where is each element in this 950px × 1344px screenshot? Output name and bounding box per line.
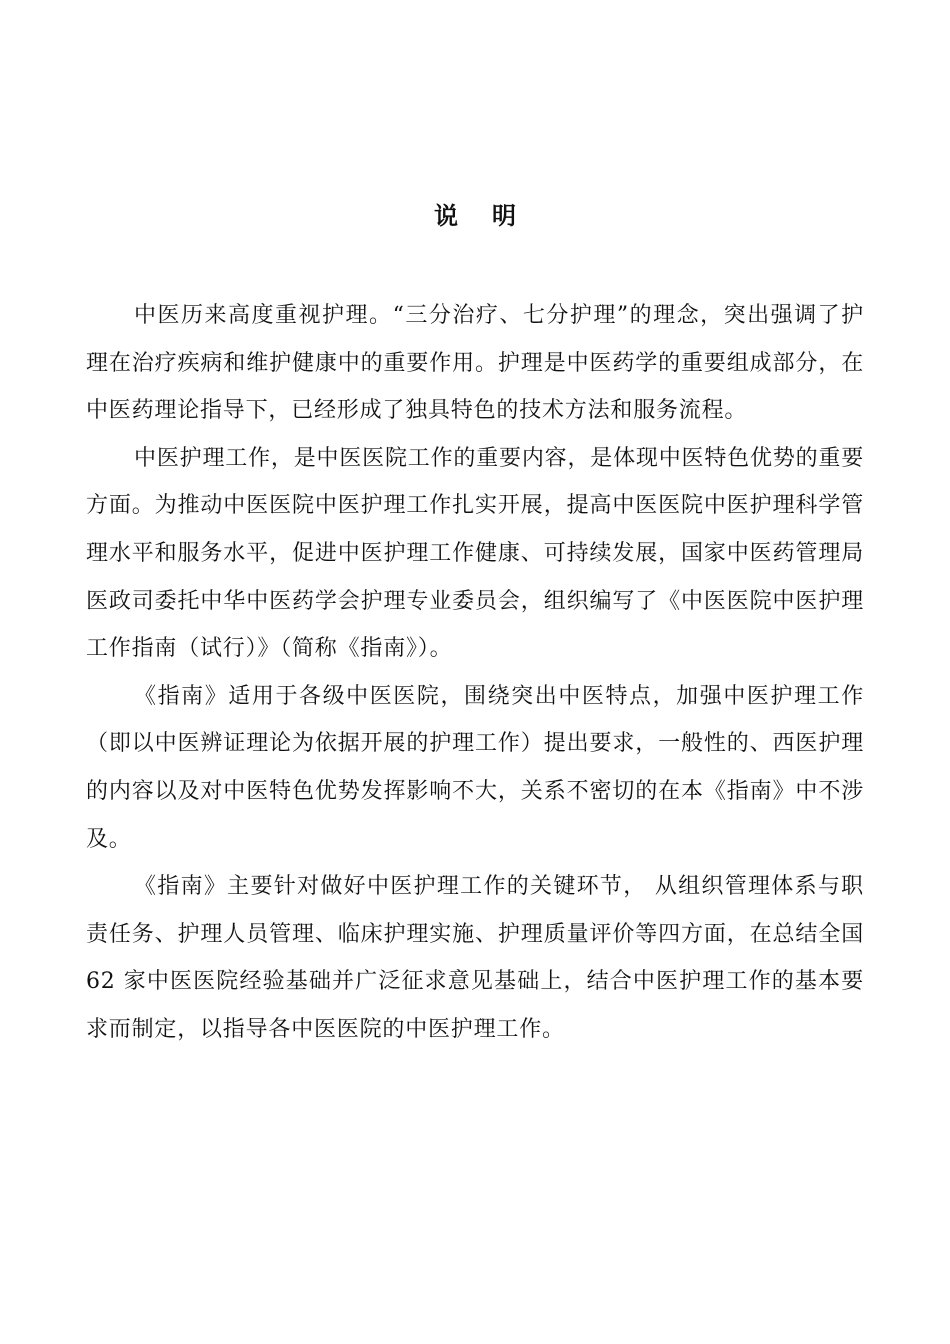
paragraph-2: 中医护理工作，是中医医院工作的重要内容，是体现中医特色优势的重要方面。为推动中医医院中医护理工作扎实开展，提高中医医院中医护理科学管理水平和服务水平，促进中医护理工作健康、可持续发展，国家中医药管理局医政司委托中华中医药学会护理专业委员会，组织编写了《中医医院中医护理工作指南（试行）》（简称《指南》）。 [86,445,864,662]
paragraph-4: 《指南》主要针对做好中医护理工作的关键环节， 从组织管理体系与职责任务、护理人员管理、临床护理实施、护理质量评价等四方面，在总结全国 62 家中医医院经验基础并广泛征求意见基础上，结合中医护理工作的基本要求而制定，以指导各中医医院的中医护理工作。 [86,874,864,1042]
page-title [0,196,950,236]
page-title-char-1: 说 [434,202,458,230]
paragraph-3: 《指南》适用于各级中医医院，围绕突出中医特点，加强中医护理工作（即以中医辨证理论为依据开展的护理工作）提出要求，一般性的、西医护理的内容以及对中医特色优势发挥影响不大，关系不密切的在本《指南》中不涉及。 [86,683,864,852]
paragraph-1: 中医历来高度重视护理。“三分治疗、七分护理”的理念，突出强调了护理在治疗疾病和维护健康中的重要作用。护理是中医药学的重要组成部分，在中医药理论指导下，已经形成了独具特色的技术方法和服务流程。 [86,303,864,424]
page-title-char-2: 明 [492,202,516,230]
document-body [86,292,864,1054]
